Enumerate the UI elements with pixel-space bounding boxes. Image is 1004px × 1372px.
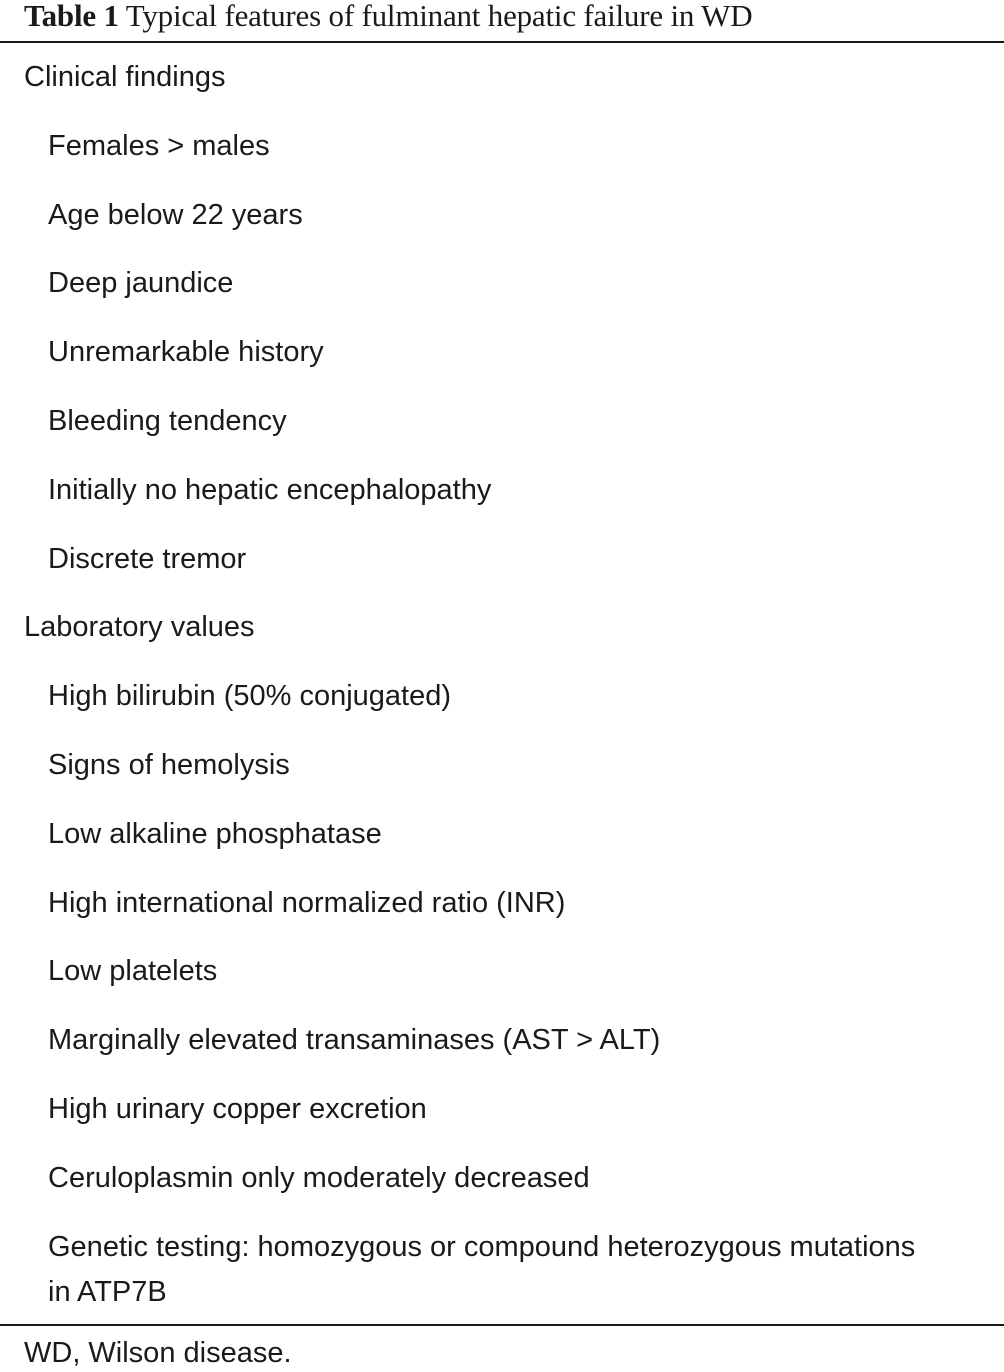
table-row: Females > males — [48, 129, 270, 162]
table-row: Unremarkable history — [48, 336, 324, 369]
table-body — [0, 55, 1004, 1320]
table-caption — [24, 0, 752, 34]
table-row: Signs of hemolysis — [48, 748, 290, 781]
table-row: Bleeding tendency — [48, 404, 287, 437]
table-row: Initially no hepatic encephalopathy — [48, 473, 492, 506]
bottom-rule — [0, 1324, 1004, 1326]
section-heading-laboratory: Laboratory values — [24, 611, 255, 644]
table-footnote: WD, Wilson disease. — [24, 1337, 292, 1369]
table-row: Low alkaline phosphatase — [48, 817, 382, 850]
table-row: High bilirubin (50% conjugated) — [48, 680, 452, 713]
section-heading-clinical: Clinical findings — [24, 61, 226, 93]
table-row: Low platelets — [48, 955, 218, 988]
table-row: High international normalized ratio (INR) — [48, 886, 566, 919]
table-row: Genetic testing: homozygous or compound heterozygous mutations in ATP7B — [48, 1230, 916, 1308]
table-row: Deep jaundice — [48, 267, 234, 300]
table-row: High urinary copper excretion — [48, 1092, 427, 1125]
table-row: Ceruloplasmin only moderately decreased — [48, 1161, 590, 1194]
table-title: Typical features of fulminant hepatic failure in WD — [125, 0, 753, 33]
table-row: Marginally elevated transaminases (AST > ALT) — [48, 1024, 661, 1057]
table-label: Table 1 — [24, 0, 119, 33]
top-rule — [0, 41, 1004, 43]
table-row: Age below 22 years — [48, 198, 303, 231]
table-row: Discrete tremor — [48, 542, 247, 575]
